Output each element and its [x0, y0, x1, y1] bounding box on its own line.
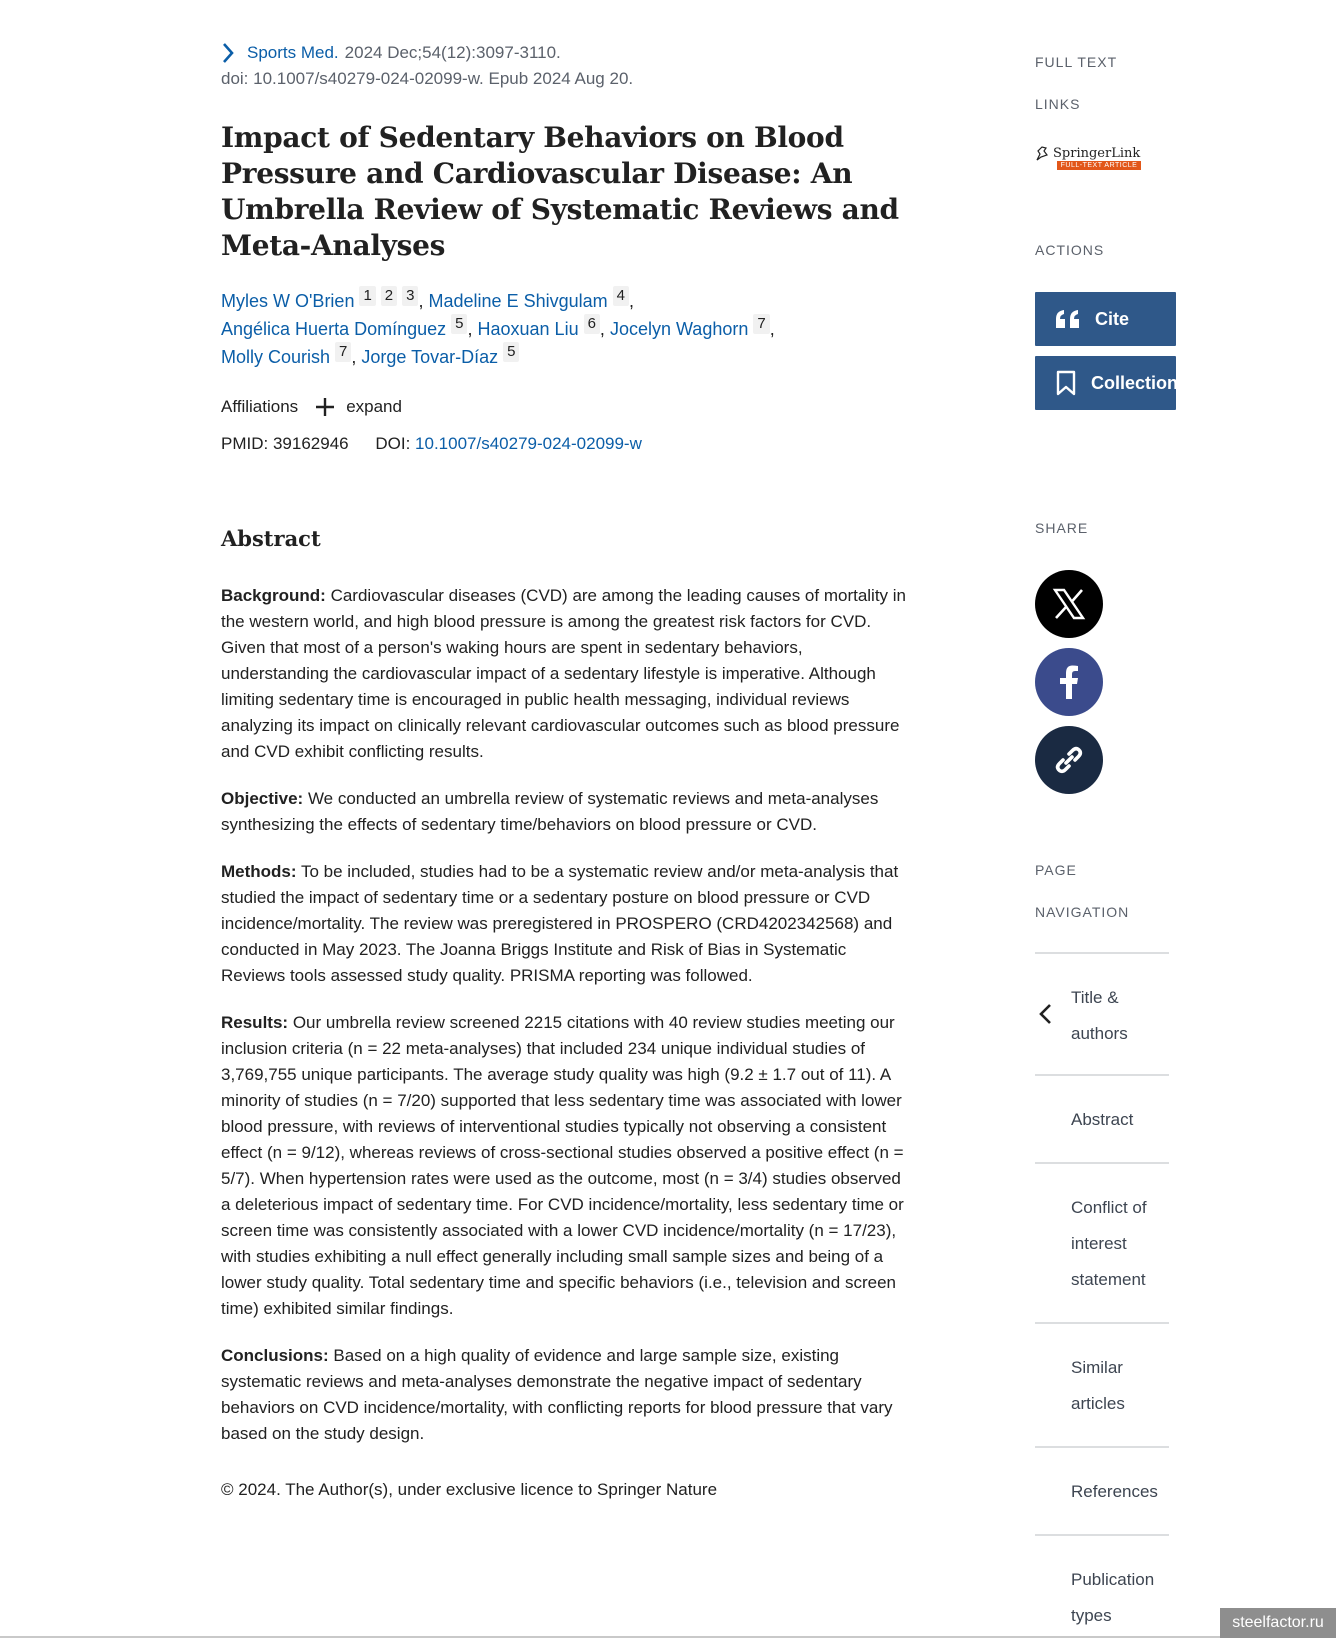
- nav-references[interactable]: [1035, 1446, 1169, 1534]
- springerlink-name: SpringerLink: [1053, 145, 1141, 161]
- section-text: Our umbrella review screened 2215 citations with 40 review studies meeting our inclusion criteria (n = 22 meta-analyses) that included 234 unique individual studies of 3,769,755 unique participants. The average study quality was high (9.2 ± 1.7 out of 11). A minority of studies (n = 7/20) supported that less sedentary time was associated with lower blood pressure, with reviews of interventional studies typically not observing a consistent effect (n = 9/12), whereas reviews of cross-sectional studies observed a positive effect (n = 5/7). When hypertension rates were used as the outcome, most (n = 3/4) studies observed a deleterious impact of sedentary time. For CVD incidence/mortality, less sedentary time or screen time was consistently associated with a lower CVD incidence/mortality (n = 17/23), with studies exhibiting a null effect generally including small sample sizes and being of a lower study quality. Total sedentary time and specific behaviors (i.e., television and screen time) exhibited similar findings.: [221, 1013, 904, 1318]
- nav-label-line: Abstract: [1071, 1110, 1134, 1129]
- author-separator: ,: [418, 291, 424, 311]
- nav-similar-articles[interactable]: [1035, 1322, 1169, 1446]
- x-logo-icon: [1052, 587, 1086, 621]
- nav-label-line: Conflict of: [1071, 1198, 1147, 1217]
- abstract-methods: [221, 859, 911, 989]
- affiliation-ref[interactable]: 7: [753, 314, 769, 334]
- nav-conflict-of-interest[interactable]: [1035, 1162, 1169, 1322]
- nav-label-line: articles: [1071, 1394, 1125, 1413]
- author-separator: ,: [351, 347, 357, 367]
- springerlink-button[interactable]: [1035, 145, 1143, 175]
- nav-label-line: statement: [1071, 1270, 1146, 1289]
- author-list: [221, 286, 911, 370]
- chevron-right-icon[interactable]: [221, 42, 235, 64]
- pmid-value: 39162946: [272, 434, 349, 453]
- author-link[interactable]: Jocelyn Waghorn: [609, 319, 749, 339]
- affiliations-label: Affiliations: [221, 397, 299, 416]
- nav-label-line: References: [1071, 1482, 1158, 1501]
- facebook-icon: [1059, 665, 1079, 699]
- author-separator: ,: [769, 319, 775, 339]
- nav-label-line: interest: [1071, 1234, 1127, 1253]
- page-navigation: [1035, 952, 1169, 1634]
- abstract-conclusions: [221, 1343, 911, 1447]
- affiliation-ref[interactable]: 5: [451, 314, 467, 334]
- nav-publication-types[interactable]: [1035, 1534, 1169, 1634]
- cite-button[interactable]: [1035, 292, 1176, 346]
- affiliation-ref[interactable]: 3: [402, 286, 418, 306]
- share-heading: SHARE: [1035, 520, 1089, 536]
- article-main: [221, 40, 911, 1503]
- section-label: Conclusions:: [221, 1346, 329, 1365]
- nav-label-line: Title &: [1071, 988, 1119, 1007]
- collections-button[interactable]: [1035, 356, 1189, 410]
- cite-label: Cite: [1095, 308, 1130, 329]
- affiliation-ref[interactable]: 2: [381, 286, 397, 306]
- author-link[interactable]: Haoxuan Liu: [477, 319, 579, 339]
- nav-label-line: Publication: [1071, 1570, 1155, 1589]
- springerlink-tag: FULL-TEXT ARTICLE: [1057, 161, 1141, 170]
- abstract-results: [221, 1010, 911, 1322]
- share-x-button[interactable]: [1035, 570, 1103, 638]
- affiliation-ref[interactable]: 6: [584, 314, 600, 334]
- actions-heading: ACTIONS: [1035, 242, 1105, 258]
- nav-label-line: Similar: [1071, 1358, 1123, 1377]
- article-title: Impact of Sedentary Behaviors on Blood Pressure and Cardiovascular Disease: An Umbrella Review of Systematic Reviews and Meta-Analyses: [221, 121, 899, 262]
- affiliation-ref[interactable]: 4: [613, 286, 629, 306]
- watermark: steelfactor.ru: [1220, 1608, 1336, 1638]
- full-text-heading-2: LINKS: [1035, 96, 1081, 112]
- affiliations-row: [221, 396, 911, 418]
- nav-abstract[interactable]: [1035, 1074, 1169, 1162]
- section-text: Based on a high quality of evidence and large sample size, existing systematic reviews and meta-analyses demonstrate the negative impact of sedentary behaviors on CVD incidence/mortality, with conflicting reports for blood pressure that vary based on the study design.: [221, 1346, 893, 1443]
- quote-icon: [1055, 309, 1081, 329]
- nav-title-authors[interactable]: [1035, 952, 1169, 1074]
- page-nav-heading-1: PAGE: [1035, 862, 1077, 878]
- section-text: We conducted an umbrella review of systematic reviews and meta-analyses synthesizing the effects of sedentary time/behaviors on blood pressure or CVD.: [221, 789, 879, 834]
- author-link[interactable]: Angélica Huerta Domínguez: [221, 319, 447, 339]
- affiliation-ref[interactable]: 1: [359, 286, 375, 306]
- journal-link[interactable]: Sports Med.: [247, 43, 339, 62]
- nav-label-line: authors: [1071, 1024, 1128, 1043]
- author-separator: ,: [628, 291, 634, 311]
- section-text: To be included, studies had to be a systematic review and/or meta-analysis that studied the impact of sedentary time or a sedentary posture on blood pressure or CVD incidence/mortality. The review was preregistered in PROSPERO (CRD4202342568) and conducted in May 2023. The Joanna Briggs Institute and Risk of Bias in Systematic Reviews tools assessed study quality. PRISMA reporting was followed.: [221, 862, 899, 985]
- author-link[interactable]: Molly Courish: [221, 347, 331, 367]
- author-link[interactable]: Jorge Tovar-Díaz: [361, 347, 499, 367]
- nav-label-line: types: [1071, 1606, 1112, 1625]
- affiliations-expand-button[interactable]: [314, 396, 402, 418]
- section-label: Objective:: [221, 789, 304, 808]
- affiliation-ref[interactable]: 5: [503, 342, 519, 362]
- chevron-left-icon[interactable]: [1037, 1002, 1053, 1026]
- plus-icon: [314, 396, 336, 418]
- section-text: Cardiovascular diseases (CVD) are among the leading causes of mortality in the western world, and high blood pressure is among the greatest risk factors for CVD. Given that most of a person's waking hours are spent in sedentary behaviors, understanding the cardiovascular impact of a sedentary lifestyle is imperative. Although limiting sedentary time is encouraged in public health messaging, individual reviews analyzing its impact on clinically relevant cardiovascular outcomes such as blood pressure and CVD exhibit conflicting results.: [221, 586, 907, 761]
- full-text-heading-1: FULL TEXT: [1035, 54, 1118, 70]
- doi-link[interactable]: 10.1007/s40279-024-02099-w: [415, 434, 642, 453]
- doi-label: DOI:: [375, 434, 411, 453]
- section-label: Methods:: [221, 862, 297, 881]
- affiliation-ref[interactable]: 7: [335, 342, 351, 362]
- section-label: Results:: [221, 1013, 289, 1032]
- author-link[interactable]: Madeline E Shivgulam: [428, 291, 608, 311]
- springer-horse-icon: [1035, 145, 1049, 161]
- collections-label: Collections: [1091, 372, 1189, 393]
- author-separator: ,: [467, 319, 473, 339]
- pmid-label: PMID:: [221, 434, 269, 453]
- expand-label: expand: [346, 397, 402, 416]
- copyright-notice: © 2024. The Author(s), under exclusive licence to Springer Nature: [221, 1480, 718, 1499]
- bookmark-icon: [1055, 370, 1077, 396]
- author-separator: ,: [599, 319, 605, 339]
- copy-link-button[interactable]: [1035, 726, 1103, 794]
- citation-line: [221, 40, 911, 66]
- doi-epub-line: doi: 10.1007/s40279-024-02099-w. Epub 2024 Aug 20.: [221, 69, 634, 88]
- abstract-background: [221, 583, 911, 765]
- share-facebook-button[interactable]: [1035, 648, 1103, 716]
- abstract-heading: Abstract: [221, 526, 321, 551]
- section-label: Background:: [221, 586, 326, 605]
- identifiers: [221, 434, 911, 454]
- abstract-objective: [221, 786, 911, 838]
- citation-details: 2024 Dec;54(12):3097-3110.: [344, 43, 561, 62]
- author-link[interactable]: Myles W O'Brien: [221, 291, 355, 311]
- page-nav-heading-2: NAVIGATION: [1035, 904, 1130, 920]
- link-icon: [1051, 742, 1087, 778]
